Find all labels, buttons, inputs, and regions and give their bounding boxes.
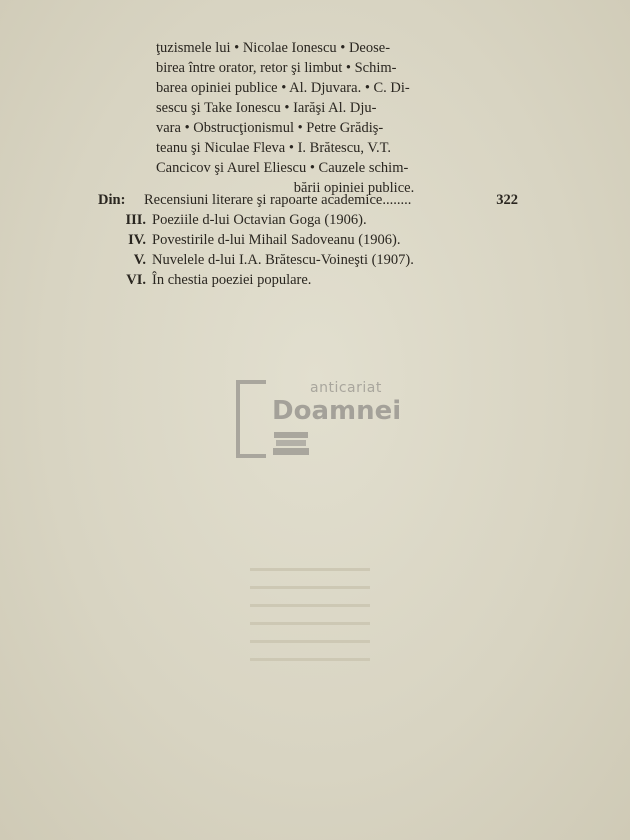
list-item [98,230,518,250]
page-number: 322 [496,192,518,208]
show-through-text [250,568,370,676]
din-label: Din: [98,192,126,208]
din-title: Recensiuni literare şi rapoarte academice........ [144,192,412,208]
entry-number: VI. [126,272,146,288]
toc-line: sescu şi Take Ionescu • Iarăşi Al. Dju- [156,100,377,116]
list-item [98,270,518,290]
entry-text: Povestirile d-lui Mihail Sadoveanu (1906). [152,232,401,248]
list-item [98,250,518,270]
logo-frame [236,380,266,458]
toc-line: ţuzismele lui • Nicolae Ionescu • Deose- [156,40,391,56]
entry-text: Nuvelele d-lui I.A. Brătescu-Voineşti (1907). [152,252,414,268]
entry-number: IV. [128,232,146,248]
din-heading-row [98,190,518,210]
toc-line: vara • Obstrucţionismul • Petre Grădiş- [156,120,384,136]
entry-text: Poeziile d-lui Octavian Goga (1906). [152,212,367,228]
toc-line: birea între orator, retor şi limbut • Schim- [156,60,397,76]
entry-number: V. [133,252,146,268]
watermark-logo [236,380,406,462]
books-icon [272,430,312,458]
entry-number: III. [125,212,146,228]
watermark-brand-text: Doamnei [272,396,402,426]
toc-line: Cancicov şi Aurel Eliescu • Cauzele schim- [156,160,409,176]
toc-line: bării opiniei publice. [293,180,415,196]
entry-text: În chestia poeziei populare. [152,272,312,288]
din-section [98,190,518,290]
toc-line: barea opiniei publice • Al. Djuvara. • C. Di- [156,80,410,96]
watermark-small-text: anticariat [310,380,382,396]
table-of-contents-continuation [156,38,516,198]
toc-line: teanu şi Niculae Fleva • I. Brătescu, V.T. [156,140,392,156]
list-item [98,210,518,230]
